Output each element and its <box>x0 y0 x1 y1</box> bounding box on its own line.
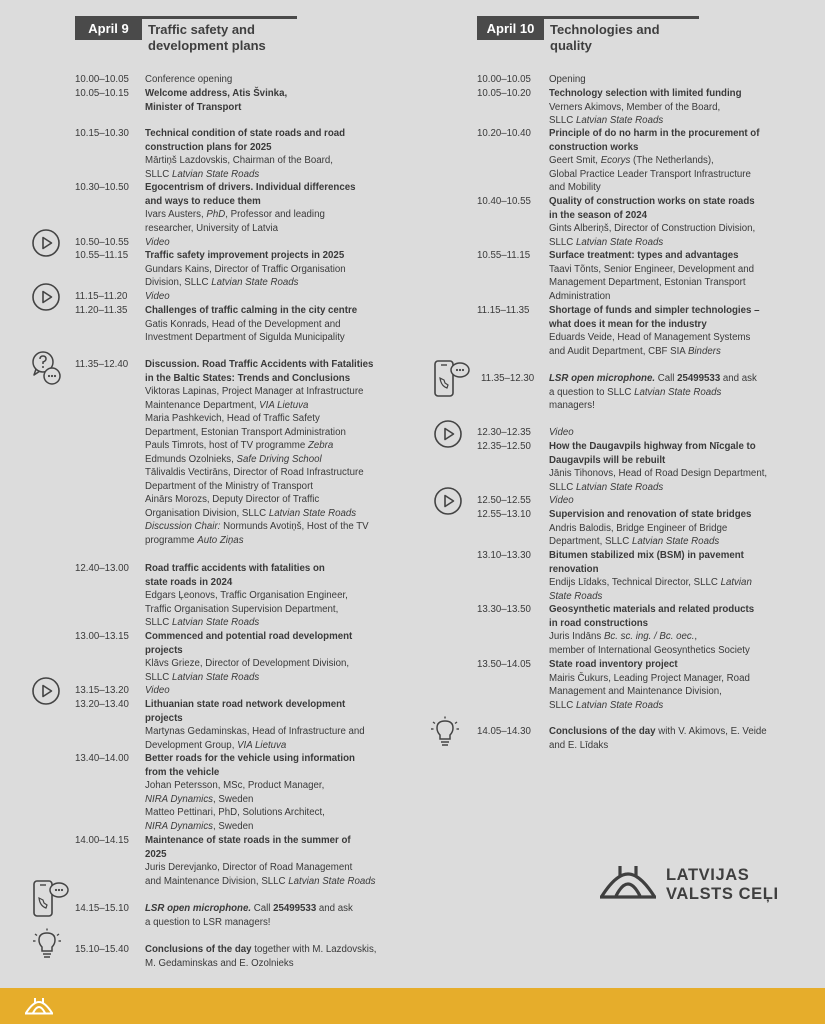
speaker <box>549 576 799 590</box>
speaker: Jānis Tihonovs, Head of Road Design Department, <box>549 468 768 479</box>
speaker: Mairis Čukurs, Leading Project Manager, Road <box>549 672 750 684</box>
item-body <box>549 127 799 195</box>
org-name-italic: Binders <box>687 345 721 357</box>
speaker-role: and Mobility <box>549 182 601 193</box>
lightbulb-icon <box>32 928 62 962</box>
speaker: Verners Akimovs, Member of the Board, <box>549 101 721 113</box>
speaker-name: Juris Indāns <box>549 631 604 642</box>
item-body <box>549 658 799 712</box>
item-body <box>549 304 799 358</box>
org-name: and Maintenance Division, SLLC <box>145 875 286 887</box>
speaker-org <box>145 671 415 685</box>
phone-chat-icon <box>31 878 71 920</box>
org-name: and Audit Department, CBF SIA <box>549 345 686 357</box>
item-title: and ways to reduce them <box>145 195 261 207</box>
conclusions-names: M. Gedaminskas and E. Ozolnieks <box>145 957 294 969</box>
org-name: SLLC <box>549 115 574 126</box>
item-title: Bitumen stabilized mix (BSM) in pavement <box>549 550 744 561</box>
item-title: Daugavpils will be rebuilt <box>549 454 666 466</box>
item-time: 12.55–13.10 <box>477 509 531 520</box>
day-1-title <box>148 22 266 54</box>
panelist-text: Pauls Timrots, host of TV programme <box>145 440 308 451</box>
item-body <box>549 195 799 249</box>
item-time: 10.50–10.55 <box>75 237 129 248</box>
item-time: 10.00–10.05 <box>75 74 129 85</box>
item-body <box>145 181 415 235</box>
speaker: Martynas Gedaminskas, Head of Infrastructure and <box>145 726 365 737</box>
item-title: State road inventory project <box>549 659 678 670</box>
item-body <box>145 698 415 752</box>
item-title: Technical condition of state roads and road <box>145 128 346 139</box>
item-body <box>549 73 799 87</box>
discussion-chair <box>145 520 415 534</box>
item-title: Egocentrism of drivers. Individual differences <box>145 182 356 193</box>
speaker-org <box>145 168 415 182</box>
speaker-org <box>549 345 799 359</box>
item-time: 13.20–13.40 <box>75 699 129 710</box>
item-title: Challenges of traffic calming in the city centre <box>145 305 358 316</box>
day-1-title-line-1: Traffic safety and <box>148 22 255 37</box>
item-body <box>145 630 415 684</box>
item-title: in the season of 2024 <box>549 209 647 221</box>
speaker-role: Investment Department of Sigulda Municipality <box>145 332 345 343</box>
open-mic-text-part: a question to LSR managers! <box>145 916 271 928</box>
speaker: Matteo Pettinari, PhD, Solutions Architect, <box>145 807 325 818</box>
panelist-org: Latvian State Roads <box>268 507 357 519</box>
item-title: Welcome address, Atis Švinka, <box>145 88 288 99</box>
org-name-italic: Latvian State Roads <box>575 481 664 493</box>
item-time: 13.00–13.15 <box>75 631 129 642</box>
item-title: Supervision and renovation of state bridges <box>549 509 752 520</box>
item-title: Minister of Transport <box>145 101 242 113</box>
org-name-italic: Latvian <box>720 577 752 588</box>
item-time: 13.50–14.05 <box>477 659 531 670</box>
item-time: 14.05–14.30 <box>477 726 531 737</box>
conclusions-names: together with M. Lazdovskis, <box>251 944 377 955</box>
video-label: Video <box>145 237 170 248</box>
item-time: 11.35–12.40 <box>75 359 129 370</box>
conclusions-title: Conclusions of the day <box>145 944 252 955</box>
open-mic-text-part: a question to SLLC <box>549 386 635 398</box>
item-time: 10.15–10.30 <box>75 128 129 139</box>
conclusions-names: with V. Akimovs, E. Veide <box>655 726 767 737</box>
org-name-italic: Latvian State Roads <box>288 875 376 887</box>
item-title: Maintenance of state roads in the summer of <box>145 835 351 846</box>
panelist-org: Zebra <box>307 440 334 451</box>
org-name: SLLC <box>145 671 170 683</box>
speaker: Eduards Veide, Head of Management Systems <box>549 332 751 343</box>
org-name-italic: NIRA Dynamics <box>145 793 214 805</box>
org-name-italic: Latvian State Roads <box>211 277 299 288</box>
play-icon <box>31 676 61 706</box>
item-time: 10.05–10.20 <box>477 88 531 99</box>
day-1-title-line-2: development plans <box>148 38 266 53</box>
panelist <box>145 453 415 467</box>
item-title: Shortage of funds and simpler technologies – <box>549 305 760 316</box>
speaker-role: Global Practice Leader Transport Infrastructure <box>549 168 751 180</box>
speaker: Gundars Kains, Director of Traffic Organisation <box>145 263 346 275</box>
chair-name: Normunds Avotiņš, Host of the TV <box>220 521 369 532</box>
item-time: 15.10–15.40 <box>75 944 129 955</box>
item-time: 13.15–13.20 <box>75 685 129 696</box>
item-body <box>145 902 415 929</box>
org-name-italic: Latvian State Roads <box>575 236 664 248</box>
item-time: 12.30–12.35 <box>477 427 531 438</box>
item-body <box>145 834 415 888</box>
brand-name-line-2: VALSTS CEĻI <box>666 885 779 903</box>
item-text: Opening <box>549 74 586 85</box>
item-body <box>145 249 415 290</box>
day-2-title-line-2: quality <box>550 38 592 53</box>
panelist: Maria Pashkevich, Head of Traffic Safety <box>145 413 320 424</box>
org-name: SLLC <box>549 699 574 711</box>
day-2-date-badge: April 10 <box>477 16 544 40</box>
open-mic-text <box>145 902 415 916</box>
speaker-org <box>549 481 799 495</box>
item-body <box>549 549 799 603</box>
org-name: Division, SLLC <box>145 277 209 288</box>
item-title: what does it mean for the industry <box>549 318 707 330</box>
road-arch-logo-icon <box>598 864 658 900</box>
org-name-italic: VIA Lietuva <box>237 739 287 751</box>
speaker: Andris Balodis, Bridge Engineer of Bridge <box>549 522 728 534</box>
item-time: 10.55–11.15 <box>75 250 129 261</box>
open-mic-text <box>549 386 799 400</box>
speaker: Gints Alberiņš, Director of Construction Division, <box>549 223 756 234</box>
brand-name-line-1: LATVIJAS <box>666 866 750 884</box>
item-title: Principle of do no harm in the procurement of <box>549 128 760 139</box>
speaker <box>145 208 415 222</box>
org-name: SLLC <box>145 617 170 628</box>
item-title: Quality of construction works on state roads <box>549 196 755 207</box>
item-title: Traffic safety improvement projects in 2025 <box>145 250 345 261</box>
item-title: Better roads for the vehicle using information <box>145 753 355 764</box>
panelist: Viktoras Lapinas, Project Manager at Infrastructure <box>145 386 364 397</box>
speaker-role: Administration <box>549 290 611 302</box>
item-title: state roads in 2024 <box>145 576 233 588</box>
item-body <box>145 304 415 345</box>
panelist: Tālivaldis Vectirāns, Director of Road Infrastructure <box>145 467 364 478</box>
item-body <box>549 372 799 413</box>
speaker-org <box>549 535 799 549</box>
item-title: How the Daugavpils highway from Nīcgale to <box>549 441 756 452</box>
item-body <box>549 87 799 128</box>
item-title: Technology selection with limited funding <box>549 88 742 99</box>
item-title: Lithuanian state road network development <box>145 699 346 710</box>
item-time: 10.40–10.55 <box>477 196 531 207</box>
footer-logo-icon <box>24 996 54 1021</box>
speaker <box>549 154 799 168</box>
speaker-role: member of International Geosynthetics Society <box>549 644 750 656</box>
panelist-org: VIA Lietuva <box>259 399 309 411</box>
org-country: , Sweden <box>213 820 254 832</box>
video-label: Video <box>549 427 574 438</box>
item-body <box>549 508 799 549</box>
item-title: Discussion. Road Traffic Accidents with Fatalities <box>145 359 374 370</box>
speaker-name: Ivars Austers, <box>145 209 207 220</box>
panelist-text: Edmunds Ozolnieks, <box>145 453 237 465</box>
speaker-org <box>145 793 415 807</box>
open-mic-title: LSR open microphone. <box>145 903 252 914</box>
speaker: Klāvs Grieze, Director of Development Division, <box>145 658 350 669</box>
panelist-text: Maintenance Department, <box>145 399 260 411</box>
org-name: Development Group, <box>145 739 235 751</box>
open-mic-text-part: Call <box>251 903 274 914</box>
open-mic-title: LSR open microphone. <box>549 373 656 384</box>
conclusions-names: and E. Līdaks <box>549 739 609 751</box>
day-2-title <box>550 22 660 54</box>
speaker: Mārtiņš Lazdovskis, Chairman of the Board, <box>145 155 333 166</box>
org-name-italic: Ecorys <box>600 155 631 166</box>
item-title: in road constructions <box>549 617 649 629</box>
open-mic-text-part: and ask <box>720 373 757 384</box>
speaker-role: , Professor and leading <box>225 209 325 220</box>
org-name: Department, SLLC <box>549 536 630 547</box>
org-name-italic: Latvian State Roads <box>631 536 720 547</box>
day-1-date-badge: April 9 <box>75 16 142 40</box>
speaker-org <box>145 820 415 834</box>
speaker-org <box>145 616 415 630</box>
speaker: Johan Petersson, MSc, Product Manager, <box>145 780 325 791</box>
item-text: Conference opening <box>145 74 233 85</box>
org-country: (The Netherlands), <box>630 155 714 166</box>
play-icon <box>31 282 61 312</box>
day-2-title-line-1: Technologies and <box>550 22 660 37</box>
item-title: 2025 <box>145 848 167 860</box>
item-time: 13.30–13.50 <box>477 604 531 615</box>
brand-logo <box>598 864 779 905</box>
phone-number: 25499533 <box>677 373 721 384</box>
item-body <box>549 603 799 657</box>
item-time: 11.15–11.20 <box>75 291 128 302</box>
org-name-italic: Latvian State Roads <box>575 115 664 126</box>
chair-text: programme <box>145 534 198 546</box>
org-name: SLLC <box>549 481 574 493</box>
speaker: Taavi Tõnts, Senior Engineer, Development and <box>549 263 754 275</box>
item-title: Commenced and potential road development <box>145 631 353 642</box>
org-name: SLLC <box>145 168 170 180</box>
phone-number: 25499533 <box>273 903 317 914</box>
speaker-name: Endijs Līdaks, Technical Director, SLLC <box>549 577 721 588</box>
panelist <box>145 439 415 453</box>
panelist-org: Safe Driving School <box>236 453 322 465</box>
item-body <box>145 127 415 181</box>
conclusions-text <box>549 725 799 739</box>
org-name-italic: Latvian State Roads <box>171 671 260 683</box>
item-title: Surface treatment: types and advantages <box>549 250 739 261</box>
item-body <box>145 358 415 547</box>
item-body <box>549 440 799 494</box>
speaker-degree: PhD <box>206 209 226 220</box>
video-label: Video <box>145 685 170 696</box>
item-time: 10.30–10.50 <box>75 182 129 193</box>
speaker-org <box>549 114 799 128</box>
panelist: Department, Estonian Transport Administration <box>145 426 346 438</box>
open-mic-text-part: and ask <box>316 903 353 914</box>
item-title: renovation <box>549 563 599 575</box>
org-name-italic: Latvian State Roads <box>634 386 722 398</box>
item-time: 12.50–12.55 <box>477 495 531 506</box>
item-body <box>549 725 799 752</box>
lightbulb-icon <box>430 716 460 750</box>
org-country: , Sweden <box>213 793 254 805</box>
speaker: Gatis Konrads, Head of the Development and <box>145 318 341 330</box>
item-time: 13.40–14.00 <box>75 753 129 764</box>
play-icon <box>433 419 463 449</box>
open-mic-text-part: Call <box>655 373 678 384</box>
item-title: projects <box>145 712 183 724</box>
panelist <box>145 399 415 413</box>
item-title: Geosynthetic materials and related products <box>549 604 755 615</box>
discussion-icon <box>30 350 64 386</box>
item-time: 11.35–12.30 <box>481 373 535 384</box>
speaker-punct: , <box>694 631 698 642</box>
speaker-role: Management and Maintenance Division, <box>549 686 722 697</box>
item-time: 11.20–11.35 <box>75 305 128 316</box>
item-time: 10.20–10.40 <box>477 128 531 139</box>
speaker <box>549 630 799 644</box>
panelist <box>145 507 415 521</box>
speaker: Edgars Ļeonovs, Traffic Organisation Engineer, <box>145 590 348 601</box>
open-mic-text <box>549 372 799 386</box>
item-time: 11.15–11.35 <box>477 305 530 316</box>
org-name-italic: Latvian State Roads <box>575 699 664 711</box>
speaker-org <box>145 875 415 889</box>
video-label: Video <box>549 495 574 506</box>
speaker-name: Geert Smit, <box>549 155 601 166</box>
item-body <box>145 943 415 970</box>
conclusions-text <box>145 943 415 957</box>
chair-label: Discussion Chair: <box>145 521 221 532</box>
item-time: 14.15–15.10 <box>75 903 129 914</box>
speaker-role: Traffic Organisation Supervision Department, <box>145 603 339 615</box>
item-time: 12.35–12.50 <box>477 441 531 452</box>
org-name-italic: Latvian State Roads <box>171 168 260 180</box>
item-time: 10.05–10.15 <box>75 88 129 99</box>
panelist-text: Organisation Division, SLLC <box>145 507 269 519</box>
item-body <box>145 73 415 87</box>
discussion-chair <box>145 534 415 548</box>
conclusions-title: Conclusions of the day <box>549 726 656 737</box>
play-icon <box>433 486 463 516</box>
item-title: projects <box>145 644 183 656</box>
speaker-degree: Bc. sc. ing. / Bc. oec. <box>603 631 695 642</box>
play-icon <box>31 228 61 258</box>
footer-bar <box>0 988 825 1024</box>
speaker-org <box>549 236 799 250</box>
item-title: from the vehicle <box>145 766 220 778</box>
brand-name <box>666 866 779 904</box>
item-time: 14.00–14.15 <box>75 835 129 846</box>
item-time: 10.55–11.15 <box>477 250 531 261</box>
speaker-org <box>145 276 415 290</box>
chair-programme: Auto Ziņas <box>197 534 244 546</box>
item-time: 12.40–13.00 <box>75 563 129 574</box>
org-name-italic: State Roads <box>549 590 603 602</box>
speaker-org <box>145 739 415 753</box>
item-time: 10.00–10.05 <box>477 74 531 85</box>
item-title: in the Baltic States: Trends and Conclusions <box>145 372 351 384</box>
item-body <box>145 87 415 114</box>
open-mic-text-part: managers! <box>549 400 595 411</box>
item-body <box>549 249 799 303</box>
item-title: Road traffic accidents with fatalities on <box>145 563 325 574</box>
speaker-role: Management Department, Estonian Transport <box>549 277 746 288</box>
phone-chat-icon <box>432 358 472 400</box>
item-title: construction plans for 2025 <box>145 141 272 153</box>
speaker: Juris Derevjanko, Director of Road Management <box>145 862 353 873</box>
item-title: construction works <box>549 141 639 153</box>
panelist: Ainārs Morozs, Deputy Director of Traffic <box>145 494 320 505</box>
item-body <box>145 752 415 833</box>
org-name-italic: NIRA Dynamics <box>145 820 214 832</box>
org-name: SLLC <box>549 236 574 248</box>
video-label: Video <box>145 291 170 302</box>
panelist: Department of the Ministry of Transport <box>145 480 313 492</box>
item-time: 13.10–13.30 <box>477 550 531 561</box>
speaker-org <box>549 699 799 713</box>
item-body <box>145 562 415 630</box>
org-name-italic: Latvian State Roads <box>171 617 260 628</box>
speaker-role: researcher, University of Latvia <box>145 222 278 234</box>
